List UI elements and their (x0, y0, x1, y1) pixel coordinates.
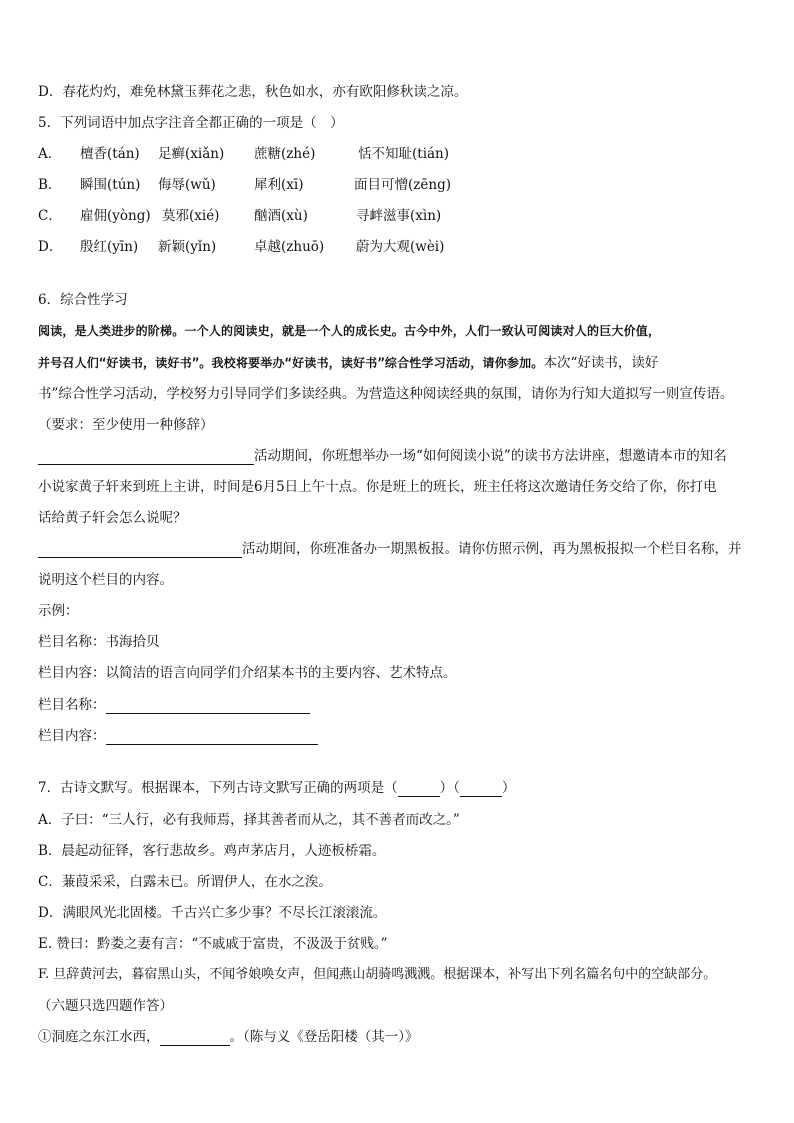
option-item: 面目可憎(zēng) (354, 177, 451, 193)
q7-stem-mid: ）（ (439, 780, 460, 796)
option-item: 犀利(xī) (254, 177, 304, 193)
fill1-source: 。（陈与义《登岳阳楼（其一）》 (229, 1029, 419, 1045)
q7-option-a: A．子曰：“三人行，必有我师焉，择其善者而从之，其不善者而改之。” (38, 812, 460, 828)
q6-example-name: 栏目名称：书海拾贝 (38, 634, 160, 650)
option-item: 蔚为大观(wèi) (356, 239, 445, 255)
q7-stem-text: 7．古诗文默写。根据课本，下列古诗文默写正确的两项是（ (38, 780, 398, 796)
q7-option-f: F. 旦辞黄河去，暮宿黑山头，不闻爷娘唤女声，但闻燕山胡骑鸣溅溅。根据课本，补写出下列名篇名句中的空缺部分。 (38, 967, 717, 982)
q6-part3-text: 活动期间，你班准备办一期黑板报。请你仿照示例，再为黑板报拟一个栏目名称，并 (242, 541, 742, 557)
q6-intro-line2-calligraphy: 并号召人们“好读书，读好书”。我校将要举办“好读书，读好书”综合性学习活动，请你参加。 (38, 356, 544, 370)
q6-example-label: 示例： (38, 603, 79, 619)
q5-stem: 5．下列词语中加点字注音全都正确的一项是（ ） (38, 115, 344, 131)
option-label: B． (38, 177, 62, 193)
q6-part2-line3: 话给黄子轩会怎么说呢？ (38, 510, 187, 526)
q6-part2-line2: 小说家黄子轩来到班上主讲，时间是6月5日上午十点。你是班上的班长，班主任将这次邀请任务交给了你，你打电 (38, 479, 717, 495)
q6-part3-line1 (38, 541, 742, 558)
option-item: 瞬围(tún) (80, 177, 141, 193)
q5-option-b (38, 177, 451, 194)
q6-intro-line2-tail: 本次“好读书，读好 (543, 355, 659, 371)
q6-part2-text: 活动期间，你班想举办一场“如何阅读小说”的读书方法讲座，想邀请本市的知名 (254, 448, 727, 464)
option-label: D． (38, 239, 63, 255)
option-item: 新颖(yǐn) (158, 239, 217, 255)
answer-blank[interactable] (38, 450, 254, 465)
q7-option-d: D．满眼风光北固楼。千古兴亡多少事？不尽长江滚滚流。 (38, 905, 387, 921)
q7-stem (38, 780, 515, 797)
answer-blank[interactable] (38, 543, 242, 558)
q7-stem-end: ） (501, 780, 516, 796)
fill1-text: ①洞庭之东江水西， (38, 1029, 160, 1045)
option-item: 酗酒(xù) (254, 208, 308, 224)
answer-blank-1[interactable] (398, 784, 440, 797)
q6-column-content-row (38, 728, 318, 745)
column-name-label: 栏目名称： (38, 697, 106, 713)
q7-option-b: B．晨起动征铎，客行悲故乡。鸡声茅店月，人迹板桥霜。 (38, 843, 386, 859)
q6-part3-line2: 说明这个栏目的内容。 (38, 572, 173, 588)
option-item: 雇佣(yòng) (80, 208, 151, 224)
answer-blank-2[interactable] (460, 784, 502, 797)
q6-requirement: （要求：至少使用一种修辞） (38, 417, 214, 433)
q5-option-c (38, 208, 441, 225)
option-item: 寻衅滋事(xìn) (356, 208, 442, 224)
column-content-label: 栏目内容： (38, 728, 106, 744)
q7-note: （六题只选四题作答） (38, 998, 173, 1014)
option-label: A． (38, 146, 62, 162)
option-item: 卓越(zhuō) (254, 239, 325, 255)
q7-option-c: C．蒹葭采采，白露未已。所谓伊人，在水之涘。 (38, 874, 332, 890)
q7-option-e: E. 赞曰：黔娄之妻有言：“不戚戚于富贵，不汲汲于贫贱。” (38, 936, 388, 952)
fill1-blank[interactable] (160, 1031, 230, 1046)
q6-intro-line2 (38, 355, 658, 372)
q6-example-content: 栏目内容：以简洁的语言向同学们介绍某本书的主要内容、艺术特点。 (38, 665, 457, 681)
column-content-blank[interactable] (106, 730, 318, 745)
q6-column-name-row (38, 697, 310, 714)
option-item: 恬不知耻(tián) (358, 146, 450, 162)
option-item: 足癣(xiǎn) (158, 146, 225, 162)
column-name-blank[interactable] (106, 699, 310, 714)
option-item: 侮辱(wǔ) (158, 177, 216, 193)
q6-line3: 书”综合性学习活动，学校努力引导同学们多读经典。为营造这种阅读经典的氛围，请你为行知大道拟写一则宣传语。 (38, 386, 734, 402)
option-item: 蔗糖(zhé) (254, 146, 316, 162)
q6-intro-line1: 阅读，是人类进步的阶梯。一个人的阅读史，就是一个人的成长史。古今中外，人们一致认可阅读对人的巨大价值， (38, 324, 661, 338)
option-item: 莫邪(xié) (162, 208, 220, 224)
option-item: 殷红(yīn) (80, 239, 139, 255)
q4-option-d: D．春花灼灼，难免林黛玉葬花之悲，秋色如水，亦有欧阳修秋读之凉。 (38, 84, 468, 100)
q7-fill1 (38, 1029, 419, 1046)
option-item: 檀香(tán) (80, 146, 140, 162)
q5-option-d (38, 239, 444, 256)
q5-option-a (38, 146, 449, 163)
option-label: C． (38, 208, 62, 224)
q6-part2-line1 (38, 448, 727, 465)
q6-title: 6．综合性学习 (38, 292, 128, 308)
